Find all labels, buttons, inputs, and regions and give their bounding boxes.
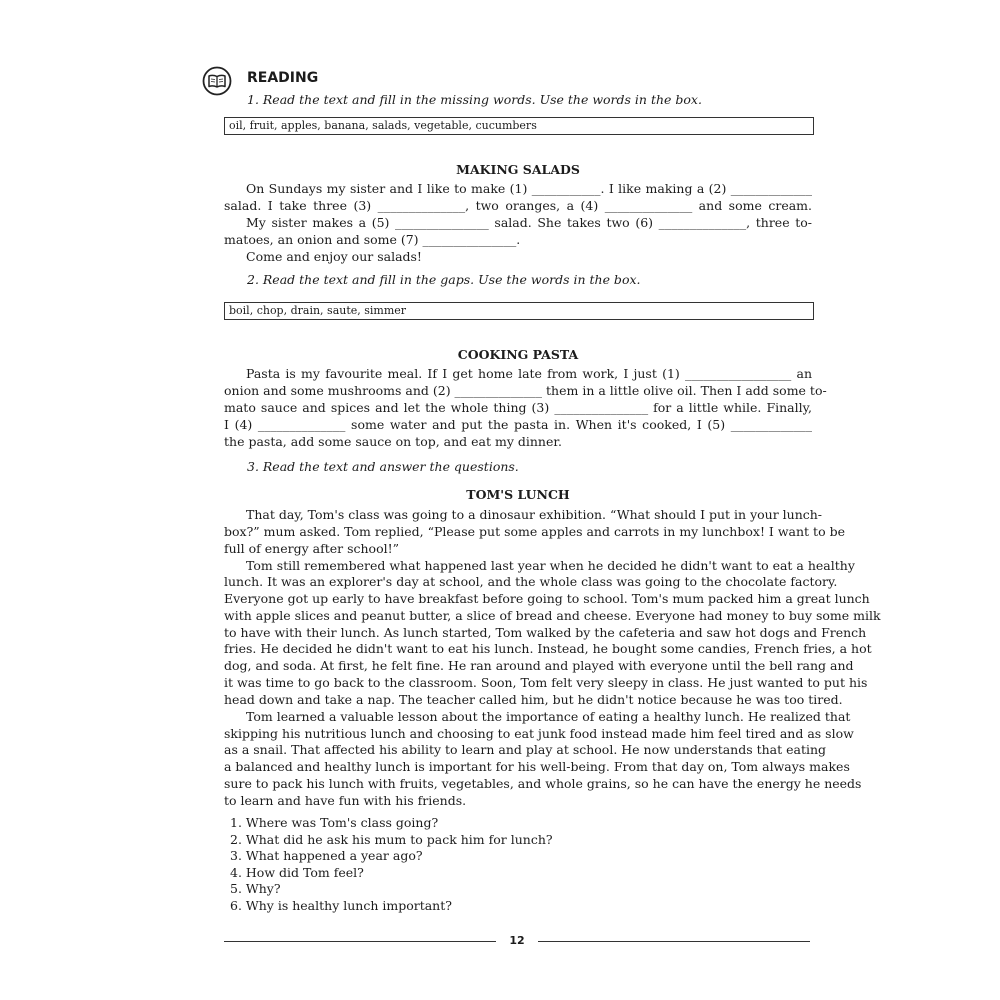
question-item: 1. Where was Tom's class going?	[230, 815, 439, 830]
text-line: box?” mum asked. Tom replied, “Please put some apples and carrots in my lunchbox! I want to be	[224, 524, 845, 539]
text-line: as a snail. That affected his ability to learn and play at school. He now understands that eating	[224, 742, 827, 757]
exercise-1-word-box: oil, fruit, apples, banana, salads, vegetable, cucumbers	[224, 117, 814, 135]
text-line: Pasta is my favourite meal. If I get home late from work, I just (1) _________________ an	[246, 366, 812, 381]
cooking-pasta-title: COOKING PASTA	[457, 347, 579, 362]
question-item: 5. Why?	[230, 881, 281, 896]
text-line: Tom learned a valuable lesson about the importance of eating a healthy lunch. He realized that	[246, 709, 851, 724]
footer-divider	[224, 941, 496, 942]
page-number: 12	[509, 934, 525, 947]
text-line: Everyone got up early to have breakfast before going to school. Tom's mum packed him a great lunch	[224, 591, 870, 606]
text-line: fries. He decided he didn't want to eat his lunch. Instead, he bought some candies, French fries, a hot	[224, 641, 872, 656]
text-line: I (4) ______________ some water and put the pasta in. When it's cooked, I (5) _____________	[224, 417, 812, 432]
making-salads-title: MAKING SALADS	[456, 162, 580, 177]
text-line: full of energy after school!”	[224, 541, 400, 556]
footer-divider	[538, 941, 810, 942]
text-line: onion and some mushrooms and (2) ______________ them in a little olive oil. Then I add some to-	[224, 383, 827, 398]
text-line: lunch. It was an explorer's day at school, and the whole class was going to the chocolate factory.	[224, 574, 838, 589]
text-line: My sister makes a (5) _______________ salad. She takes two (6) ______________, three to-	[246, 215, 812, 230]
section-heading: READING	[247, 70, 319, 86]
text-line: a balanced and healthy lunch is important for his well-being. From that day on, Tom always makes	[224, 759, 850, 774]
text-line: the pasta, add some sauce on top, and eat my dinner.	[224, 434, 562, 449]
text-line: That day, Tom's class was going to a dinosaur exhibition. “What should I put in your lunch-	[246, 507, 823, 522]
text-line: Come and enjoy our salads!	[246, 249, 422, 264]
question-item: 6. Why is healthy lunch important?	[230, 898, 452, 913]
text-line: skipping his nutritious lunch and choosing to eat junk food instead made him feel tired and as slow	[224, 726, 854, 741]
question-item: 4. How did Tom feel?	[230, 865, 364, 880]
text-line: head down and take a nap. The teacher called him, but he didn't notice because he was too tired.	[224, 692, 843, 707]
text-line: dog, and soda. At first, he felt fine. He ran around and played with everyone until the bell rang and	[224, 658, 854, 673]
text-line: On Sundays my sister and I like to make (1) ___________. I like making a (2) _____________	[246, 181, 812, 196]
exercise-1-instruction: 1. Read the text and fill in the missing words. Use the words in the box.	[247, 92, 702, 107]
text-line: mato sauce and spices and let the whole thing (3) _______________ for a little while. Finally,	[224, 400, 812, 415]
exercise-2-instruction: 2. Read the text and fill in the gaps. Use the words in the box.	[247, 272, 641, 287]
text-line: it was time to go back to the classroom. Soon, Tom felt very sleepy in class. He just wanted to put his	[224, 675, 868, 690]
exercise-2-word-box: boil, chop, drain, saute, simmer	[224, 302, 814, 320]
exercise-3-instruction: 3. Read the text and answer the questions.	[247, 459, 519, 474]
question-item: 2. What did he ask his mum to pack him for lunch?	[230, 832, 553, 847]
question-item: 3. What happened a year ago?	[230, 848, 423, 863]
text-line: sure to pack his lunch with fruits, vegetables, and whole grains, so he can have the energy he needs	[224, 776, 862, 791]
text-line: Tom still remembered what happened last year when he decided he didn't want to eat a healthy	[246, 558, 855, 573]
text-line: matoes, an onion and some (7) _______________.	[224, 232, 521, 247]
open-book-icon	[202, 66, 232, 96]
toms-lunch-title: TOM'S LUNCH	[466, 487, 570, 502]
text-line: with apple slices and peanut butter, a slice of bread and cheese. Everyone had money to buy some milk	[224, 608, 881, 623]
text-line: salad. I take three (3) ______________, two oranges, a (4) ______________ and some cream.	[224, 198, 812, 213]
text-line: to learn and have fun with his friends.	[224, 793, 467, 808]
text-line: to have with their lunch. As lunch started, Tom walked by the cafeteria and saw hot dogs and French	[224, 625, 867, 640]
